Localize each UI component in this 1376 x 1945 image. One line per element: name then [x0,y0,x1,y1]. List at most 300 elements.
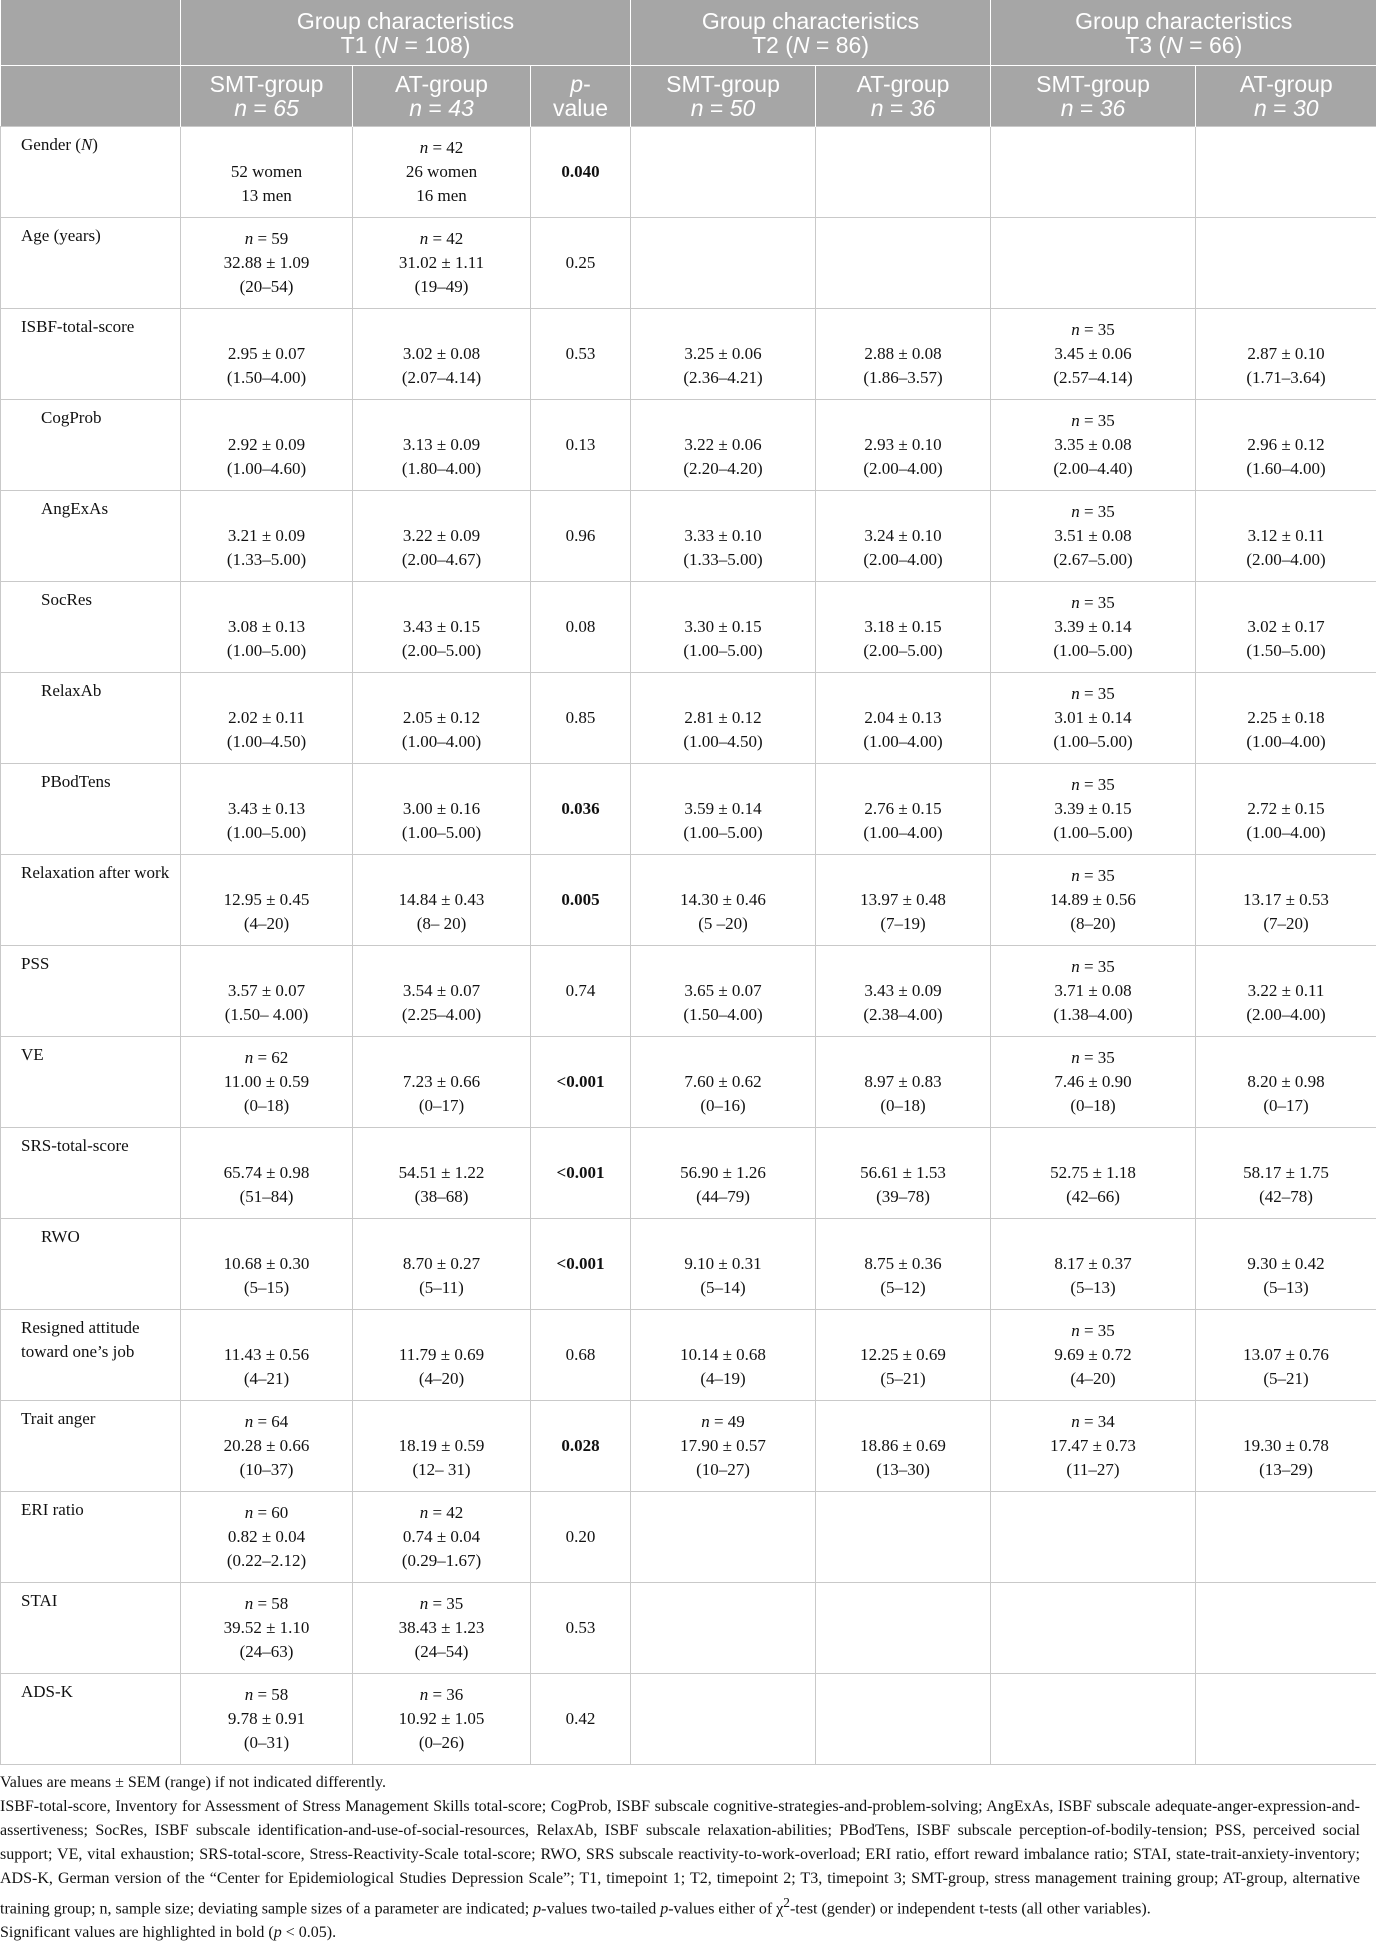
cell-line: (1.00–4.00) [1200,821,1372,845]
value-cell [816,582,991,673]
cell-line: (42–66) [995,1185,1191,1209]
table-row [1,673,1376,764]
cell-line [820,591,986,615]
cell-line [635,318,811,342]
cell-line: 3.59 ± 0.14 [635,797,811,821]
cell-line: (20–54) [185,275,348,299]
value-cell [1196,1037,1376,1128]
value-cell [353,582,531,673]
cell-line: (1.71–3.64) [1200,366,1372,390]
cell-line: (0–31) [185,1731,348,1755]
cell-line: 9.30 ± 0.42 [1200,1252,1372,1276]
cell-line: 20.28 ± 0.66 [185,1434,348,1458]
cell-line: (19–49) [357,275,526,299]
cell-line [635,1137,811,1161]
p-value-cell [531,855,631,946]
cell-line [357,955,526,979]
value-cell [991,1310,1196,1401]
value-cell [991,673,1196,764]
cell-line: 0.53 [535,342,626,366]
value-cell [353,491,531,582]
value-cell [181,673,353,764]
value-cell [991,582,1196,673]
cell-line: 0.74 ± 0.04 [357,1525,526,1549]
table-row [1,218,1376,309]
cell-line: (0.29–1.67) [357,1549,526,1573]
table-row [1,946,1376,1037]
cell-line: (1.00–4.00) [820,730,986,754]
cell-line: (1.50–5.00) [1200,639,1372,663]
cell-line: (8–20) [995,912,1191,936]
cell-line: (2.00–4.67) [357,548,526,572]
cell-line: (1.80–4.00) [357,457,526,481]
cell-line: 8.20 ± 0.98 [1200,1070,1372,1094]
value-cell [631,946,816,1037]
cell-line: (42–78) [1200,1185,1372,1209]
cell-line: n = 35 [995,773,1191,797]
group-header-t1: Group characteristics T1 (N = 108) [181,0,631,66]
subheader-corner [1,66,181,127]
value-cell [631,127,816,218]
cell-line: (1.00–4.00) [820,821,986,845]
cell-line [1200,1137,1372,1161]
value-cell [631,1128,816,1219]
cell-line: n = 35 [995,500,1191,524]
cell-line: 3.57 ± 0.07 [185,979,348,1003]
p-value-cell [531,309,631,400]
value-cell [353,1037,531,1128]
cell-line: (7–20) [1200,912,1372,936]
cell-line: 0.08 [535,615,626,639]
cell-line: 0.82 ± 0.04 [185,1525,348,1549]
cell-line: 7.23 ± 0.66 [357,1070,526,1094]
cell-line: (4–21) [185,1367,348,1391]
cell-line: n = 35 [995,682,1191,706]
cell-line: n = 58 [185,1592,348,1616]
row-label: PSS [1,946,181,1037]
value-cell [181,1310,353,1401]
cell-line: 3.01 ± 0.14 [995,706,1191,730]
cell-line: n = 59 [185,227,348,251]
cell-line: 2.88 ± 0.08 [820,342,986,366]
value-cell [816,309,991,400]
cell-line: n = 35 [995,318,1191,342]
cell-line: 18.19 ± 0.59 [357,1434,526,1458]
cell-line: 3.43 ± 0.15 [357,615,526,639]
cell-line [1200,773,1372,797]
row-label: AngExAs [1,491,181,582]
value-cell [353,673,531,764]
cell-line: (4–19) [635,1367,811,1391]
cell-line: (39–78) [820,1185,986,1209]
cell-line: 18.86 ± 0.69 [820,1434,986,1458]
value-cell [1196,491,1376,582]
cell-line: (1.00–4.50) [635,730,811,754]
p-value-cell [531,764,631,855]
table-row [1,1219,1376,1310]
cell-line: 14.89 ± 0.56 [995,888,1191,912]
cell-line: (0–18) [185,1094,348,1118]
value-cell [181,309,353,400]
value-cell [816,1219,991,1310]
cell-line [635,1228,811,1252]
cell-line: 3.51 ± 0.08 [995,524,1191,548]
cell-line [635,1319,811,1343]
value-cell [631,1310,816,1401]
cell-line: 3.39 ± 0.14 [995,615,1191,639]
cell-line: 8.70 ± 0.27 [357,1252,526,1276]
cell-line: (2.36–4.21) [635,366,811,390]
cell-line [820,1046,986,1070]
value-cell [181,491,353,582]
value-cell [631,309,816,400]
cell-line: 2.81 ± 0.12 [635,706,811,730]
group-header-t3: Group characteristics T3 (N = 66) [991,0,1376,66]
value-cell [816,855,991,946]
value-cell [181,855,353,946]
value-cell [816,491,991,582]
value-cell [1196,1219,1376,1310]
cell-line: 0.74 [535,979,626,1003]
cell-line: (2.00–5.00) [820,639,986,663]
cell-line: n = 34 [995,1410,1191,1434]
cell-line: 2.95 ± 0.07 [185,342,348,366]
cell-line [185,682,348,706]
cell-line: (2.57–4.14) [995,366,1191,390]
cell-line: 3.13 ± 0.09 [357,433,526,457]
cell-line: 54.51 ± 1.22 [357,1161,526,1185]
table-row [1,127,1376,218]
cell-line: 2.05 ± 0.12 [357,706,526,730]
cell-line [820,682,986,706]
p-value-cell [531,1219,631,1310]
value-cell [816,673,991,764]
table-row [1,491,1376,582]
cell-line: (5–13) [995,1276,1191,1300]
value-cell [181,1037,353,1128]
cell-line: (2.07–4.14) [357,366,526,390]
cell-line: 58.17 ± 1.75 [1200,1161,1372,1185]
cell-line: n = 42 [357,227,526,251]
cell-line: (1.60–4.00) [1200,457,1372,481]
cell-line [1200,1410,1372,1434]
cell-line: (1.33–5.00) [635,548,811,572]
cell-line: 2.92 ± 0.09 [185,433,348,457]
cell-line: 2.96 ± 0.12 [1200,433,1372,457]
cell-line: 10.14 ± 0.68 [635,1343,811,1367]
p-value-cell [531,1037,631,1128]
row-label: ISBF-total-score [1,309,181,400]
value-cell [816,1037,991,1128]
cell-line: (2.00–4.00) [1200,548,1372,572]
cell-line: (5–14) [635,1276,811,1300]
cell-line: n = 35 [995,591,1191,615]
p-value-cell [531,946,631,1037]
value-cell [353,1401,531,1492]
cell-line: (0–17) [1200,1094,1372,1118]
cell-line: 3.25 ± 0.06 [635,342,811,366]
value-cell [991,1219,1196,1310]
cell-line: 17.47 ± 0.73 [995,1434,1191,1458]
cell-line: 3.00 ± 0.16 [357,797,526,821]
subcol-header-5: SMT-group n = 36 [991,66,1196,127]
cell-line [635,1046,811,1070]
cell-line [185,1319,348,1343]
cell-line: (8– 20) [357,912,526,936]
cell-line: 3.43 ± 0.09 [820,979,986,1003]
row-label: STAI [1,1583,181,1674]
value-cell [353,946,531,1037]
cell-line [635,409,811,433]
value-cell [631,1583,816,1674]
cell-line: 7.60 ± 0.62 [635,1070,811,1094]
value-cell [181,1401,353,1492]
value-cell [631,673,816,764]
value-cell [181,946,353,1037]
cell-line: 9.69 ± 0.72 [995,1343,1191,1367]
subcol-header-3: SMT-group n = 50 [631,66,816,127]
cell-line [635,773,811,797]
row-label: ADS-K [1,1674,181,1765]
cell-line: 0.68 [535,1343,626,1367]
value-cell [353,1583,531,1674]
cell-line: n = 42 [357,136,526,160]
cell-line: (13–29) [1200,1458,1372,1482]
table-footnotes [0,1771,1360,1945]
cell-line: 52.75 ± 1.18 [995,1161,1191,1185]
cell-line [820,1137,986,1161]
cell-line: n = 35 [357,1592,526,1616]
value-cell [991,1492,1196,1583]
cell-line: 14.84 ± 0.43 [357,888,526,912]
row-label: VE [1,1037,181,1128]
value-cell [991,309,1196,400]
value-cell [1196,855,1376,946]
value-cell [181,1674,353,1765]
value-cell [1196,1492,1376,1583]
cell-line [995,1137,1191,1161]
cell-line: 17.90 ± 0.57 [635,1434,811,1458]
cell-line: (2.20–4.20) [635,457,811,481]
value-cell [816,1674,991,1765]
cell-line: 12.95 ± 0.45 [185,888,348,912]
cell-line: 0.20 [535,1525,626,1549]
cell-line: (11–27) [995,1458,1191,1482]
cell-line [185,591,348,615]
value-cell [181,400,353,491]
cell-line: n = 35 [995,955,1191,979]
cell-line: 13.97 ± 0.48 [820,888,986,912]
p-value-cell [531,582,631,673]
value-cell [181,764,353,855]
value-cell [816,127,991,218]
value-cell [816,400,991,491]
table-row [1,1583,1376,1674]
cell-line: 0.028 [535,1434,626,1458]
cell-line: 3.22 ± 0.09 [357,524,526,548]
value-cell [631,1674,816,1765]
cell-line: (1.33–5.00) [185,548,348,572]
cell-line: (5 –20) [635,912,811,936]
cell-line [357,318,526,342]
cell-line: (1.00–5.00) [995,821,1191,845]
cell-line: (1.00–5.00) [185,821,348,845]
cell-line: (4–20) [357,1367,526,1391]
cell-line [820,864,986,888]
cell-line: 3.39 ± 0.15 [995,797,1191,821]
cell-line: 3.35 ± 0.08 [995,433,1191,457]
cell-line: (2.67–5.00) [995,548,1191,572]
value-cell [353,1128,531,1219]
cell-line: (51–84) [185,1185,348,1209]
cell-line: n = 42 [357,1501,526,1525]
value-cell [991,1674,1196,1765]
value-cell [181,127,353,218]
cell-line: 11.43 ± 0.56 [185,1343,348,1367]
value-cell [816,946,991,1037]
cell-line: 3.18 ± 0.15 [820,615,986,639]
cell-line [185,136,348,160]
cell-line: (4–20) [995,1367,1191,1391]
value-cell [816,1583,991,1674]
value-cell [816,218,991,309]
table-row [1,582,1376,673]
cell-line: n = 35 [995,1319,1191,1343]
value-cell [1196,400,1376,491]
cell-line: (2.38–4.00) [820,1003,986,1027]
cell-line: 2.72 ± 0.15 [1200,797,1372,821]
cell-line [635,591,811,615]
p-value-cell [531,491,631,582]
cell-line: n = 36 [357,1683,526,1707]
cell-line: (0–16) [635,1094,811,1118]
cell-line: 8.75 ± 0.36 [820,1252,986,1276]
cell-line: 3.12 ± 0.11 [1200,524,1372,548]
row-label: CogProb [1,400,181,491]
subcol-header-1: AT-group n = 43 [353,66,531,127]
cell-line: 8.17 ± 0.37 [995,1252,1191,1276]
p-value-cell [531,218,631,309]
value-cell [631,1492,816,1583]
value-cell [991,946,1196,1037]
value-cell [353,1219,531,1310]
cell-line: (0–18) [995,1094,1191,1118]
cell-line: (5–21) [1200,1367,1372,1391]
cell-line [1200,409,1372,433]
cell-line: n = 62 [185,1046,348,1070]
cell-line [635,955,811,979]
cell-line: n = 35 [995,1046,1191,1070]
cell-line: (5–11) [357,1276,526,1300]
cell-line [820,955,986,979]
value-cell [991,218,1196,309]
cell-line: n = 49 [635,1410,811,1434]
cell-line: n = 60 [185,1501,348,1525]
cell-line: (0–18) [820,1094,986,1118]
value-cell [353,764,531,855]
table-row [1,764,1376,855]
value-cell [631,1401,816,1492]
cell-line: (1.38–4.00) [995,1003,1191,1027]
cell-line [185,955,348,979]
table-row [1,1310,1376,1401]
value-cell [991,1037,1196,1128]
cell-line: 0.13 [535,433,626,457]
cell-line: (13–30) [820,1458,986,1482]
cell-line [185,1137,348,1161]
value-cell [1196,218,1376,309]
cell-line: 16 men [357,184,526,208]
cell-line: 0.53 [535,1616,626,1640]
table-row [1,1037,1376,1128]
cell-line [820,1410,986,1434]
value-cell [816,1401,991,1492]
cell-line [357,1319,526,1343]
header-corner [1,0,181,66]
cell-line: 3.43 ± 0.13 [185,797,348,821]
footnote-significance: Significant values are highlighted in bold (p < 0.05). [0,1921,1360,1945]
cell-line [357,409,526,433]
cell-line: 7.46 ± 0.90 [995,1070,1191,1094]
value-cell [181,218,353,309]
value-cell [1196,1583,1376,1674]
subcol-header-p-value: p- value [531,66,631,127]
value-cell [991,1401,1196,1492]
cell-line: 26 women [357,160,526,184]
cell-line [185,1228,348,1252]
cell-line: (2.25–4.00) [357,1003,526,1027]
value-cell [991,764,1196,855]
value-cell [631,855,816,946]
cell-line: (1.00–5.00) [995,730,1191,754]
value-cell [991,127,1196,218]
cell-line: 52 women [185,160,348,184]
p-value-cell [531,1310,631,1401]
cell-line: (4–20) [185,912,348,936]
cell-line: (24–54) [357,1640,526,1664]
cell-line: (10–27) [635,1458,811,1482]
value-cell [1196,1401,1376,1492]
cell-line: 38.43 ± 1.23 [357,1616,526,1640]
cell-line: (1.00–4.60) [185,457,348,481]
table-row [1,1401,1376,1492]
value-cell [631,491,816,582]
cell-line: (2.00–5.00) [357,639,526,663]
cell-line: 2.02 ± 0.11 [185,706,348,730]
cell-line [357,682,526,706]
cell-line: 13 men [185,184,348,208]
cell-line: (5–21) [820,1367,986,1391]
cell-line: (0.22–2.12) [185,1549,348,1573]
table-row [1,855,1376,946]
cell-line: 0.040 [535,160,626,184]
cell-line: (1.00–5.00) [995,639,1191,663]
cell-line: (1.50–4.00) [635,1003,811,1027]
value-cell [1196,1128,1376,1219]
p-value-cell [531,127,631,218]
cell-line [357,1137,526,1161]
value-cell [1196,1310,1376,1401]
cell-line: 3.33 ± 0.10 [635,524,811,548]
cell-line [635,500,811,524]
value-cell [631,400,816,491]
row-label: PBodTens [1,764,181,855]
group-header-t2: Group characteristics T2 (N = 86) [631,0,991,66]
cell-line: n = 35 [995,864,1191,888]
cell-line: 0.96 [535,524,626,548]
cell-line [1200,1319,1372,1343]
row-label: RWO [1,1219,181,1310]
